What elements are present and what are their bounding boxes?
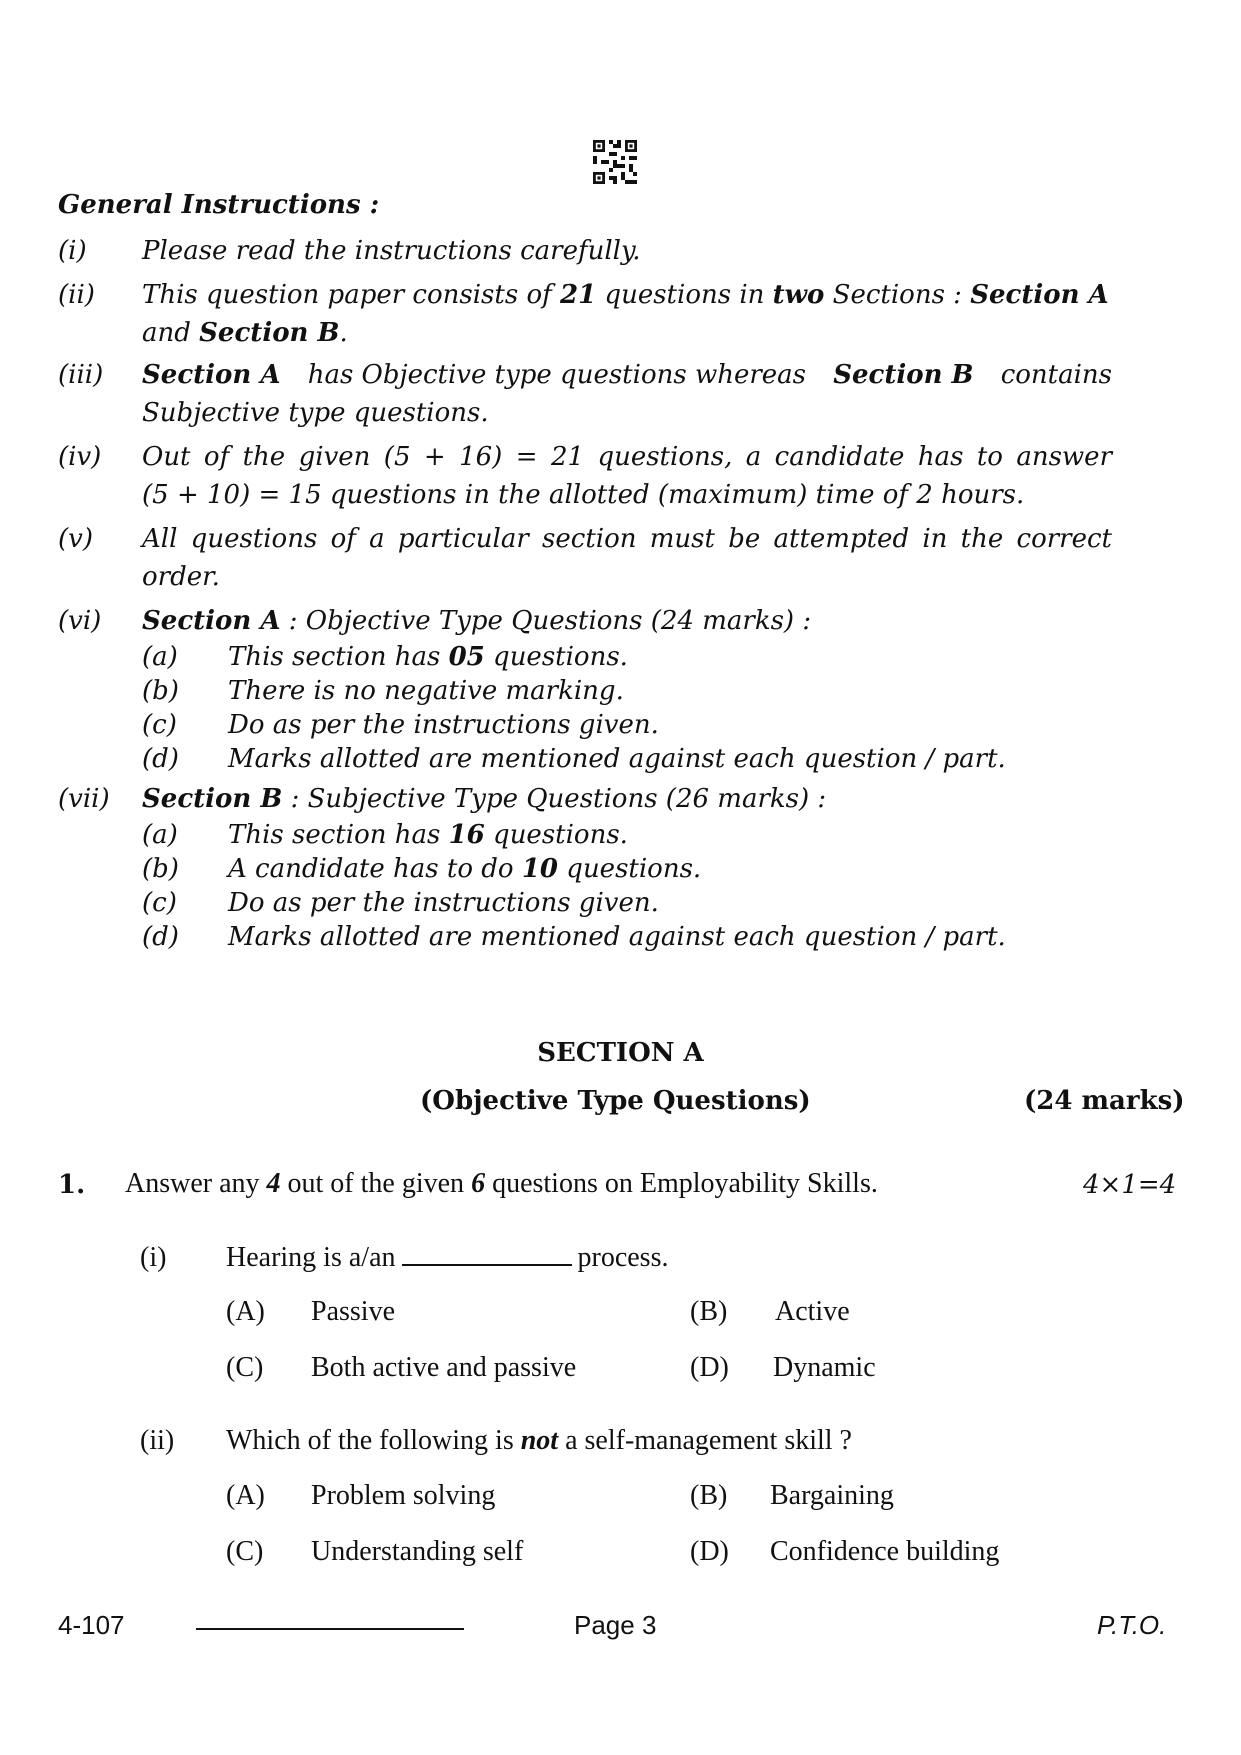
option: (A) [226, 1480, 265, 1511]
instruction-number: (iii) [58, 360, 104, 390]
option-text: Confidence building [770, 1536, 1000, 1567]
option: (B) [690, 1480, 728, 1511]
option-text: Bargaining [770, 1480, 894, 1511]
option-text: Passive [311, 1296, 395, 1327]
option: (C) [226, 1536, 264, 1567]
pto-label: P.T.O. [1097, 1610, 1167, 1640]
instruction-number: (iv) [58, 442, 102, 472]
instruction-text: Out of the given (5 + 16) = 21 questions, a candidate has to answer (5 + 10) = 15 questions in the allotted (maximum) time of 2 hours. [142, 442, 1112, 510]
instruction-number: (ii) [58, 280, 95, 310]
option-text: Both active and passive [311, 1352, 577, 1383]
option: (A) [226, 1296, 265, 1327]
qr-code-icon [593, 140, 637, 184]
instruction-number: (vii) [58, 784, 110, 814]
option: (D) [690, 1352, 729, 1383]
instruction-text: Section B : Subjective Type Questions (26 marks) : [142, 784, 827, 814]
instruction-number: (v) [58, 524, 93, 554]
instruction-text: This question paper consists of 21 questions in two Sections : Section A and Section B. [142, 280, 1109, 348]
section-title: SECTION A [537, 1038, 704, 1068]
sub-question-text: Hearing is a/an process. [226, 1242, 669, 1273]
sub-question-number: (i) [140, 1242, 167, 1273]
instruction-text: Section A has Objective type questions whereas Section B contains Subjective type questions. [142, 360, 1112, 428]
question-number: 1. [58, 1170, 86, 1200]
instruction-text: All questions of a particular section must be attempted in the correct order. [142, 524, 1112, 592]
sub-question-text: Which of the following is not a self-management skill ? [226, 1425, 852, 1456]
section-marks: (24 marks) [1024, 1086, 1185, 1116]
option-text: Understanding self [311, 1536, 524, 1567]
option-text: Active [775, 1296, 850, 1327]
instructions-list: (i) Please read the instructions carefully. (ii) This question paper consists of 21 questions in two Sections : Section A and Section B. (iii) Section A has Objective type questions whereas Section B contains Subjective type questions. (iv) Out of the given (5 + 16) = 21 questions, a candidate has to answer (5 + 10) = 15 questions in the allotted (maximum) time of 2 hours. (v) All questions of a particular section must be attempted in the correct order. (vi) Section A : Objective Type Questions (24 marks) : (a) This section has 05 questions. (b) There is no negative marking. (c) Do as per the instructions given. (d) Marks allotted are mentioned against each question / part. (vii) Section B : Subjective Type Questions (26 marks) : (a) This section has 16 questions. (b) A candidate has to do 10 questions. (c) Do as per the instructions given. (d) Marks allotted are mentioned against each question / part. [58, 232, 1118, 992]
footer-rule [196, 1628, 464, 1630]
option-text: Dynamic [773, 1352, 876, 1383]
sub-question [140, 1425, 174, 1457]
sub-question-number: (ii) [140, 1425, 175, 1456]
sub-question [140, 1242, 166, 1274]
paper-code: 4-107 [58, 1610, 125, 1640]
option: (B) [690, 1296, 728, 1327]
general-instructions-heading: General Instructions : [58, 190, 380, 220]
instruction-text: Please read the instructions carefully. [142, 236, 641, 266]
option: (C) [226, 1352, 264, 1383]
option: (D) [690, 1536, 729, 1567]
question-text: Answer any 4 out of the given 6 questions on Employability Skills. [125, 1168, 878, 1199]
section-subtitle: (Objective Type Questions) [420, 1086, 811, 1116]
instruction-number: (i) [58, 236, 87, 266]
option-text: Problem solving [311, 1480, 496, 1511]
question-marks: 4×1=4 [1083, 1170, 1177, 1200]
instruction-text: Section A : Objective Type Questions (24 marks) : [142, 606, 812, 636]
page-number: Page 3 [574, 1610, 657, 1640]
instruction-number: (vi) [58, 606, 102, 636]
answer-blank [402, 1242, 572, 1266]
